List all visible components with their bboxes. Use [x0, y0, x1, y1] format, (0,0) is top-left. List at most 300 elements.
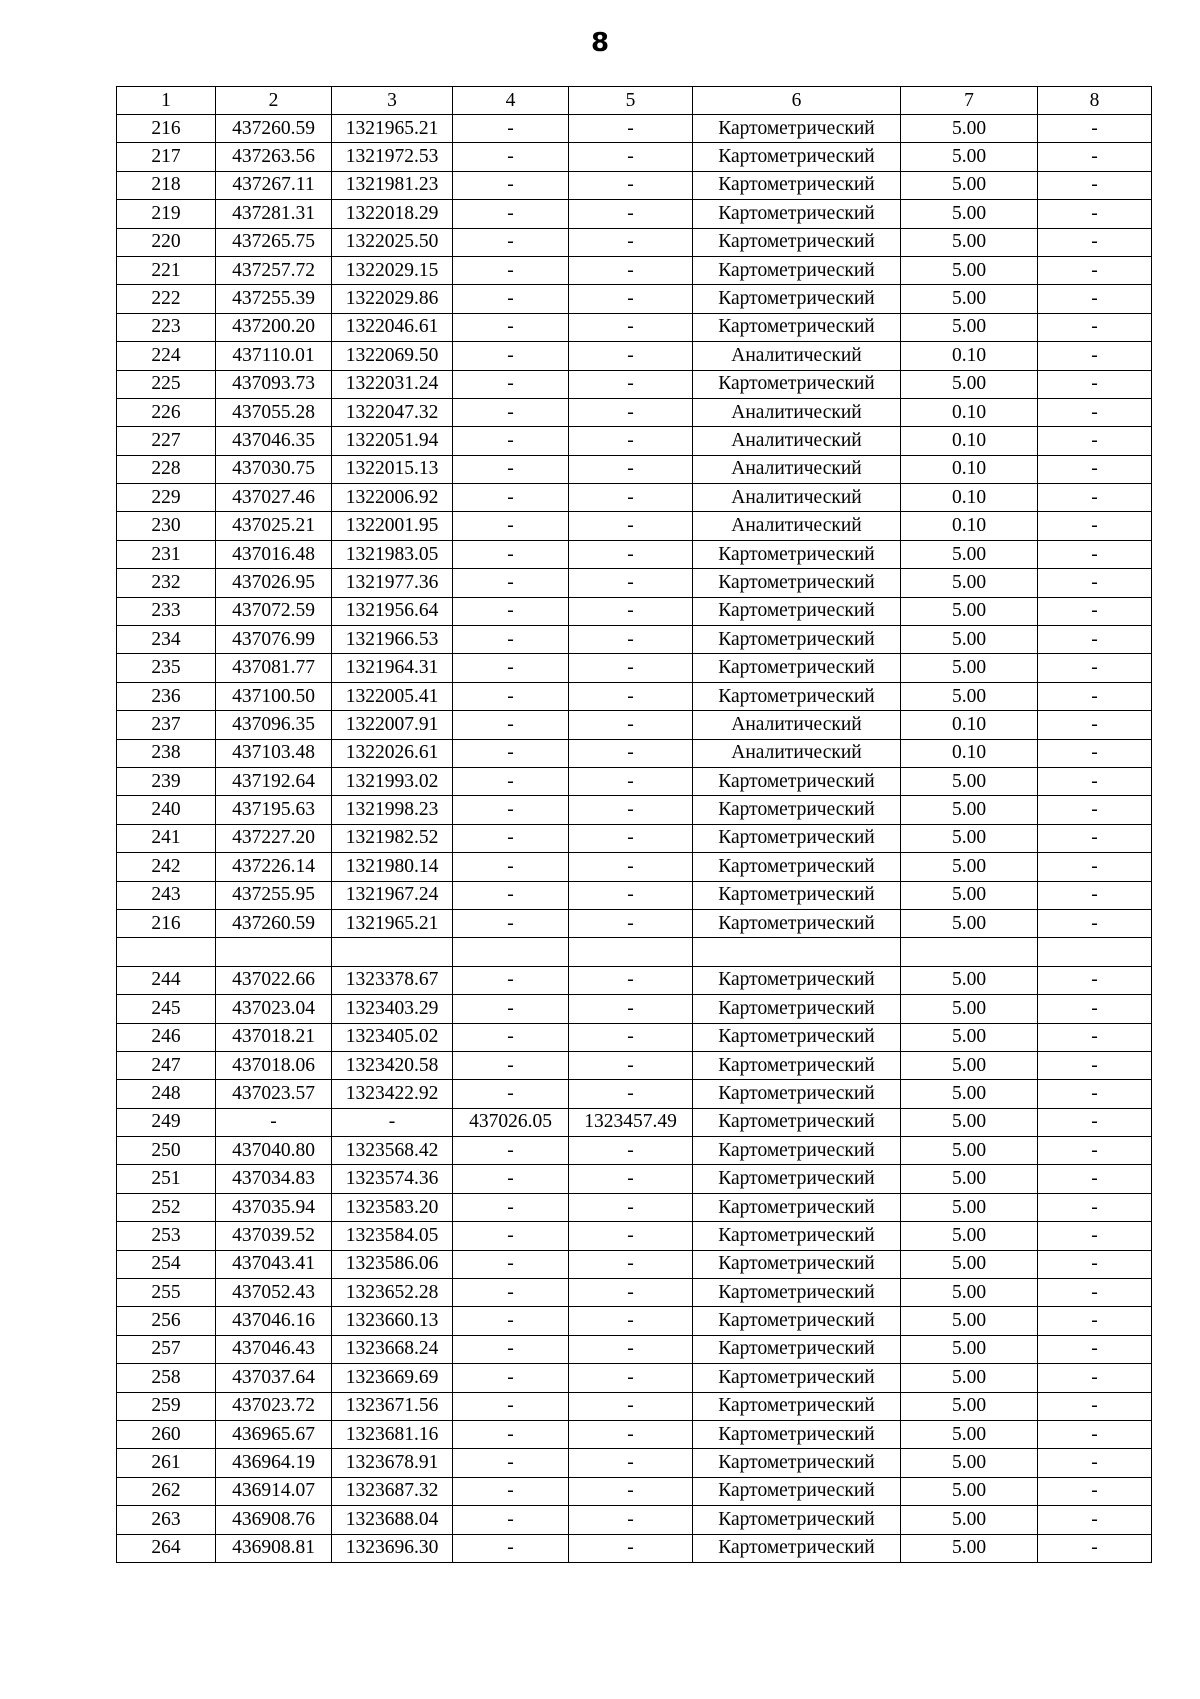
- table-cell: 220: [117, 228, 216, 256]
- table-cell: 1321998.23: [332, 796, 453, 824]
- table-cell: -: [569, 1335, 693, 1363]
- table-cell: Картометрический: [693, 1080, 901, 1108]
- table-cell: -: [1038, 1420, 1152, 1448]
- table-cell: 1323583.20: [332, 1193, 453, 1221]
- table-cell: 5.00: [901, 1449, 1038, 1477]
- table-row: [117, 995, 1152, 1023]
- table-cell: 0.10: [901, 342, 1038, 370]
- table-cell: 437072.59: [216, 597, 332, 625]
- table-cell: 234: [117, 626, 216, 654]
- table-row: [117, 739, 1152, 767]
- table-cell: 5.00: [901, 569, 1038, 597]
- table-cell: -: [1038, 995, 1152, 1023]
- table-cell: 5.00: [901, 313, 1038, 341]
- table-cell: -: [332, 1108, 453, 1136]
- table-cell: 227: [117, 427, 216, 455]
- table-cell: -: [453, 484, 569, 512]
- table-cell: 437076.99: [216, 626, 332, 654]
- table-cell: 1322005.41: [332, 682, 453, 710]
- table-cell: 437255.95: [216, 881, 332, 909]
- table-cell: Картометрический: [693, 313, 901, 341]
- table-row: [117, 1420, 1152, 1448]
- table-cell: 437023.04: [216, 995, 332, 1023]
- table-row: [117, 1477, 1152, 1505]
- table-cell: -: [569, 1420, 693, 1448]
- table-cell: 1323584.05: [332, 1222, 453, 1250]
- table-cell: -: [569, 427, 693, 455]
- table-cell: 1322029.86: [332, 285, 453, 313]
- table-cell: 1321965.21: [332, 115, 453, 143]
- table-cell: 437081.77: [216, 654, 332, 682]
- table-cell: 5.00: [901, 853, 1038, 881]
- table-cell: 437263.56: [216, 143, 332, 171]
- table-cell: -: [1038, 654, 1152, 682]
- table-cell: -: [1038, 342, 1152, 370]
- table-cell: -: [453, 171, 569, 199]
- table-cell: -: [453, 767, 569, 795]
- table-cell: 253: [117, 1222, 216, 1250]
- table-cell: -: [569, 484, 693, 512]
- table-cell: -: [1038, 1279, 1152, 1307]
- table-row: [117, 1165, 1152, 1193]
- table-cell: 238: [117, 739, 216, 767]
- table-cell: 1321972.53: [332, 143, 453, 171]
- table-cell: 436965.67: [216, 1420, 332, 1448]
- table-cell: 5.00: [901, 796, 1038, 824]
- table-cell: -: [453, 1051, 569, 1079]
- table-cell: 437018.06: [216, 1051, 332, 1079]
- table-cell: -: [1038, 711, 1152, 739]
- table-cell: -: [569, 853, 693, 881]
- table-cell: 0.10: [901, 398, 1038, 426]
- table-cell: 5.00: [901, 115, 1038, 143]
- table-row: [117, 200, 1152, 228]
- table-cell: 1323671.56: [332, 1392, 453, 1420]
- table-cell: 437100.50: [216, 682, 332, 710]
- table-cell: -: [569, 767, 693, 795]
- table-cell: 224: [117, 342, 216, 370]
- table-cell: -: [453, 1364, 569, 1392]
- table-cell: -: [1038, 597, 1152, 625]
- table-cell: -: [1038, 455, 1152, 483]
- table-cell: Картометрический: [693, 256, 901, 284]
- table-cell: 5.00: [901, 626, 1038, 654]
- table-cell: Картометрический: [693, 1137, 901, 1165]
- table-cell: 1321977.36: [332, 569, 453, 597]
- table-cell: -: [453, 1222, 569, 1250]
- table-cell: -: [453, 626, 569, 654]
- table-cell: Картометрический: [693, 1364, 901, 1392]
- table-cell: -: [1038, 1449, 1152, 1477]
- table-cell: [1038, 938, 1152, 966]
- table-cell: Аналитический: [693, 398, 901, 426]
- table-cell: 250: [117, 1137, 216, 1165]
- table-row: [117, 1534, 1152, 1562]
- table-cell: -: [569, 200, 693, 228]
- table-cell: -: [1038, 853, 1152, 881]
- table-cell: 257: [117, 1335, 216, 1363]
- table-row: [117, 285, 1152, 313]
- table-cell: 260: [117, 1420, 216, 1448]
- coordinates-table: [116, 86, 1152, 1563]
- table-cell: Картометрический: [693, 1449, 901, 1477]
- table-cell: Картометрический: [693, 370, 901, 398]
- table-cell: 251: [117, 1165, 216, 1193]
- table-cell: 1323420.58: [332, 1051, 453, 1079]
- table-cell: -: [1038, 796, 1152, 824]
- table-cell: 5.00: [901, 200, 1038, 228]
- table-cell: 229: [117, 484, 216, 512]
- table-row: [117, 484, 1152, 512]
- table-cell: -: [569, 398, 693, 426]
- table-cell: -: [453, 1137, 569, 1165]
- table-cell: 1321980.14: [332, 853, 453, 881]
- table-cell: 5.00: [901, 1420, 1038, 1448]
- table-cell: 241: [117, 824, 216, 852]
- table-cell: -: [569, 1449, 693, 1477]
- table-cell: 437030.75: [216, 455, 332, 483]
- table-cell: 437260.59: [216, 115, 332, 143]
- table-cell: -: [569, 711, 693, 739]
- table-cell: 243: [117, 881, 216, 909]
- table-cell: -: [1038, 1534, 1152, 1562]
- table-cell: 5.00: [901, 1051, 1038, 1079]
- table-cell: -: [1038, 1335, 1152, 1363]
- table-cell: -: [453, 1420, 569, 1448]
- table-row: [117, 711, 1152, 739]
- table-cell: -: [453, 1279, 569, 1307]
- table-cell: Картометрический: [693, 853, 901, 881]
- table-cell: -: [453, 1080, 569, 1108]
- table-cell: Картометрический: [693, 1477, 901, 1505]
- table-cell: 436908.76: [216, 1506, 332, 1534]
- table-cell: -: [453, 1449, 569, 1477]
- table-cell: -: [1038, 1250, 1152, 1278]
- table-cell: 1322051.94: [332, 427, 453, 455]
- table-cell: Картометрический: [693, 881, 901, 909]
- table-cell: 437023.72: [216, 1392, 332, 1420]
- table-cell: -: [453, 909, 569, 937]
- table-cell: 0.10: [901, 512, 1038, 540]
- table-cell: [901, 938, 1038, 966]
- table-cell: -: [569, 881, 693, 909]
- table-cell: Картометрический: [693, 966, 901, 994]
- table-cell: -: [569, 171, 693, 199]
- table-row: [117, 115, 1152, 143]
- table-cell: 437016.48: [216, 540, 332, 568]
- table-cell: 1322047.32: [332, 398, 453, 426]
- table-cell: -: [569, 1477, 693, 1505]
- table-cell: -: [1038, 200, 1152, 228]
- table-cell: -: [453, 1165, 569, 1193]
- table-cell: 5.00: [901, 1165, 1038, 1193]
- table-row: [117, 1449, 1152, 1477]
- table-cell: -: [1038, 1193, 1152, 1221]
- table-cell: -: [569, 824, 693, 852]
- table-row: [117, 1335, 1152, 1363]
- table-cell: 1321966.53: [332, 626, 453, 654]
- table-cell: -: [1038, 398, 1152, 426]
- table-cell: 5.00: [901, 228, 1038, 256]
- table-cell: 437260.59: [216, 909, 332, 937]
- table-cell: [569, 938, 693, 966]
- table-cell: 1323681.16: [332, 1420, 453, 1448]
- table-cell: 222: [117, 285, 216, 313]
- table-cell: -: [569, 1534, 693, 1562]
- table-cell: -: [569, 1023, 693, 1051]
- table-cell: 1322029.15: [332, 256, 453, 284]
- table-cell: -: [453, 739, 569, 767]
- table-cell: -: [453, 824, 569, 852]
- table-cell: -: [1038, 115, 1152, 143]
- table-cell: -: [453, 1023, 569, 1051]
- column-header: 2: [216, 87, 332, 115]
- table-cell: -: [453, 398, 569, 426]
- column-header: 8: [1038, 87, 1152, 115]
- table-cell: -: [453, 1193, 569, 1221]
- table-row: [117, 342, 1152, 370]
- table-cell: 437227.20: [216, 824, 332, 852]
- table-cell: -: [453, 796, 569, 824]
- table-cell: 436914.07: [216, 1477, 332, 1505]
- table-cell: -: [453, 853, 569, 881]
- table-cell: 256: [117, 1307, 216, 1335]
- table-cell: 249: [117, 1108, 216, 1136]
- table-cell: -: [569, 1051, 693, 1079]
- table-cell: -: [1038, 228, 1152, 256]
- table-cell: 5.00: [901, 909, 1038, 937]
- table-cell: 437023.57: [216, 1080, 332, 1108]
- table-cell: 5.00: [901, 767, 1038, 795]
- table-cell: 1323660.13: [332, 1307, 453, 1335]
- table-cell: 217: [117, 143, 216, 171]
- table-cell: -: [1038, 1307, 1152, 1335]
- table-cell: -: [1038, 370, 1152, 398]
- table-cell: Картометрический: [693, 143, 901, 171]
- table-cell: -: [453, 342, 569, 370]
- table-cell: -: [453, 228, 569, 256]
- table-cell: -: [1038, 767, 1152, 795]
- table-cell: 245: [117, 995, 216, 1023]
- table-row: [117, 1250, 1152, 1278]
- table-cell: 1323568.42: [332, 1137, 453, 1165]
- table-cell: Картометрический: [693, 824, 901, 852]
- table-cell: -: [569, 540, 693, 568]
- table-cell: -: [569, 654, 693, 682]
- table-cell: Картометрический: [693, 1335, 901, 1363]
- table-cell: 5.00: [901, 1364, 1038, 1392]
- table-cell: 437046.16: [216, 1307, 332, 1335]
- page-number: 8: [590, 28, 610, 58]
- table-cell: 437055.28: [216, 398, 332, 426]
- table-cell: Картометрический: [693, 1023, 901, 1051]
- table-cell: -: [453, 1506, 569, 1534]
- table-row: [117, 569, 1152, 597]
- table-cell: -: [453, 512, 569, 540]
- table-cell: -: [453, 285, 569, 313]
- table-cell: 437255.39: [216, 285, 332, 313]
- table-cell: 0.10: [901, 739, 1038, 767]
- table-cell: -: [569, 739, 693, 767]
- table-cell: 5.00: [901, 1506, 1038, 1534]
- table-cell: -: [453, 711, 569, 739]
- table-row: [117, 427, 1152, 455]
- table-cell: 1321981.23: [332, 171, 453, 199]
- table-cell: -: [1038, 1108, 1152, 1136]
- table-cell: 437037.64: [216, 1364, 332, 1392]
- table-cell: -: [1038, 1506, 1152, 1534]
- table-cell: 5.00: [901, 1250, 1038, 1278]
- table-cell: -: [569, 569, 693, 597]
- table-row: [117, 682, 1152, 710]
- table-row: [117, 1222, 1152, 1250]
- table-cell: -: [1038, 1477, 1152, 1505]
- table-cell: 244: [117, 966, 216, 994]
- table-cell: 1322007.91: [332, 711, 453, 739]
- table-cell: 262: [117, 1477, 216, 1505]
- table-cell: 5.00: [901, 881, 1038, 909]
- table-cell: Аналитический: [693, 342, 901, 370]
- table-cell: -: [453, 115, 569, 143]
- table-cell: 437200.20: [216, 313, 332, 341]
- table-row: [117, 1307, 1152, 1335]
- table-cell: 1322006.92: [332, 484, 453, 512]
- table-cell: 5.00: [901, 682, 1038, 710]
- table-cell: -: [569, 256, 693, 284]
- table-cell: -: [1038, 626, 1152, 654]
- table-cell: 263: [117, 1506, 216, 1534]
- table-cell: 236: [117, 682, 216, 710]
- table-cell: -: [453, 1335, 569, 1363]
- table-cell: 1323422.92: [332, 1080, 453, 1108]
- table-cell: 1322018.29: [332, 200, 453, 228]
- table-cell: 5.00: [901, 1392, 1038, 1420]
- table-cell: -: [569, 1080, 693, 1108]
- table-cell: -: [453, 313, 569, 341]
- table-cell: 437265.75: [216, 228, 332, 256]
- table-cell: 239: [117, 767, 216, 795]
- table-cell: -: [1038, 824, 1152, 852]
- table-cell: 254: [117, 1250, 216, 1278]
- table-row: [117, 597, 1152, 625]
- table-cell: -: [569, 1193, 693, 1221]
- table-row: [117, 1023, 1152, 1051]
- table-cell: 237: [117, 711, 216, 739]
- table-row: [117, 767, 1152, 795]
- table-cell: Картометрический: [693, 654, 901, 682]
- table-cell: -: [1038, 540, 1152, 568]
- table-cell: -: [569, 1250, 693, 1278]
- table-cell: 216: [117, 909, 216, 937]
- table-cell: 437096.35: [216, 711, 332, 739]
- table-cell: -: [569, 115, 693, 143]
- table-cell: Картометрический: [693, 171, 901, 199]
- table-cell: -: [453, 966, 569, 994]
- table-cell: Картометрический: [693, 1392, 901, 1420]
- table-cell: 246: [117, 1023, 216, 1051]
- table-cell: 1321982.52: [332, 824, 453, 852]
- table-row: [117, 455, 1152, 483]
- table-row: [117, 1506, 1152, 1534]
- table-cell: Картометрический: [693, 597, 901, 625]
- table-cell: -: [453, 1534, 569, 1562]
- table-cell: -: [453, 995, 569, 1023]
- table-cell: -: [1038, 682, 1152, 710]
- table-cell: Картометрический: [693, 767, 901, 795]
- table-row: [117, 966, 1152, 994]
- table-cell: 218: [117, 171, 216, 199]
- table-row: [117, 1108, 1152, 1136]
- table-cell: 1322001.95: [332, 512, 453, 540]
- table-cell: 5.00: [901, 1193, 1038, 1221]
- table-cell: 5.00: [901, 824, 1038, 852]
- table-cell: -: [569, 143, 693, 171]
- table-cell: -: [569, 909, 693, 937]
- table-cell: 228: [117, 455, 216, 483]
- table-cell: -: [569, 796, 693, 824]
- table-cell: 252: [117, 1193, 216, 1221]
- table-cell: 1321993.02: [332, 767, 453, 795]
- table-cell: Картометрический: [693, 540, 901, 568]
- table-row: [117, 796, 1152, 824]
- table-cell: 1323586.06: [332, 1250, 453, 1278]
- table-row: [117, 370, 1152, 398]
- table-cell: -: [569, 285, 693, 313]
- table-cell: 231: [117, 540, 216, 568]
- table-cell: 437046.43: [216, 1335, 332, 1363]
- column-header: 3: [332, 87, 453, 115]
- table-cell: Картометрический: [693, 1222, 901, 1250]
- table-cell: Картометрический: [693, 626, 901, 654]
- table-cell: 437034.83: [216, 1165, 332, 1193]
- table-cell: 5.00: [901, 1137, 1038, 1165]
- table-cell: -: [453, 143, 569, 171]
- table-cell: 437195.63: [216, 796, 332, 824]
- table-cell: 232: [117, 569, 216, 597]
- table-cell: 1323652.28: [332, 1279, 453, 1307]
- table-cell: 5.00: [901, 1534, 1038, 1562]
- table-cell: Аналитический: [693, 455, 901, 483]
- table-cell: 1323405.02: [332, 1023, 453, 1051]
- table-row: [117, 171, 1152, 199]
- table-cell: -: [1038, 1051, 1152, 1079]
- table-cell: 437052.43: [216, 1279, 332, 1307]
- table-cell: 1323574.36: [332, 1165, 453, 1193]
- table-cell: Картометрический: [693, 909, 901, 937]
- table-cell: -: [569, 1364, 693, 1392]
- table-cell: -: [1038, 512, 1152, 540]
- table-cell: [117, 938, 216, 966]
- table-row: [117, 512, 1152, 540]
- table-cell: 437192.64: [216, 767, 332, 795]
- table-cell: 1322046.61: [332, 313, 453, 341]
- table-cell: 437018.21: [216, 1023, 332, 1051]
- table-cell: -: [569, 1506, 693, 1534]
- table-cell: 258: [117, 1364, 216, 1392]
- table-cell: -: [1038, 966, 1152, 994]
- table-cell: -: [569, 228, 693, 256]
- table-cell: 437281.31: [216, 200, 332, 228]
- table-cell: 437025.21: [216, 512, 332, 540]
- table-cell: -: [1038, 909, 1152, 937]
- table-cell: 437093.73: [216, 370, 332, 398]
- table-cell: 437039.52: [216, 1222, 332, 1250]
- table-row: [117, 824, 1152, 852]
- table-cell: -: [1038, 881, 1152, 909]
- table-cell: 0.10: [901, 711, 1038, 739]
- table-cell: -: [569, 682, 693, 710]
- table-separator-row: [117, 938, 1152, 966]
